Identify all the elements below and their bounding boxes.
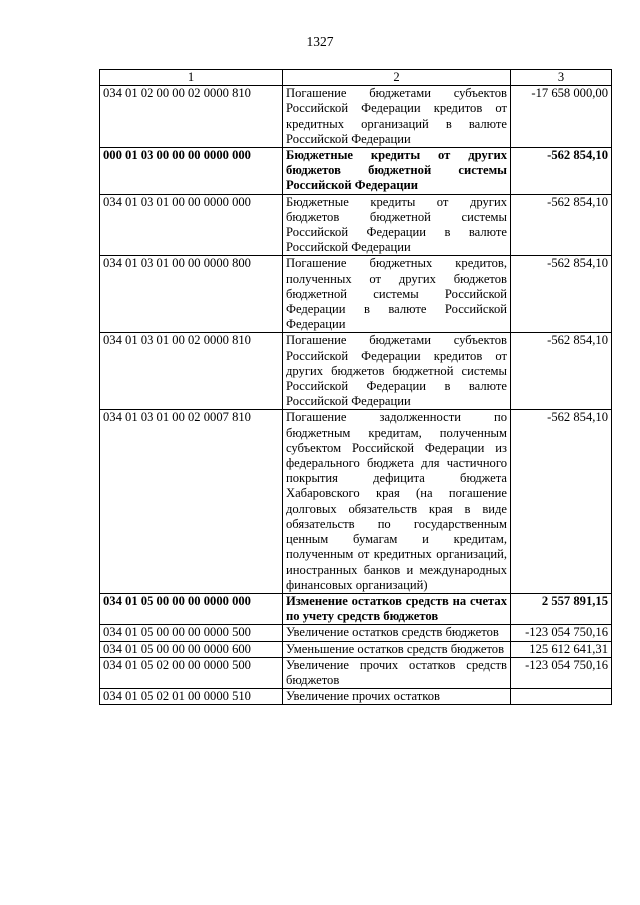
row-amount: -17 658 000,00 (511, 86, 612, 148)
column-header-code: 1 (100, 70, 283, 86)
table-row (100, 410, 612, 593)
row-code: 034 01 03 01 00 02 0000 810 (100, 333, 283, 410)
row-code: 034 01 03 01 00 00 0000 000 (100, 194, 283, 256)
table-row (100, 593, 612, 624)
row-code: 000 01 03 00 00 00 0000 000 (100, 148, 283, 195)
table-row (100, 641, 612, 657)
row-code: 034 01 03 01 00 00 0000 800 (100, 256, 283, 333)
row-description: Бюджетные кредиты от других бюджетов бюджетной системы Российской Федерации (283, 148, 511, 195)
table-row (100, 86, 612, 148)
table-row (100, 689, 612, 705)
row-code: 034 01 03 01 00 02 0007 810 (100, 410, 283, 593)
row-amount: -562 854,10 (511, 256, 612, 333)
row-amount: -562 854,10 (511, 410, 612, 593)
row-amount: 125 612 641,31 (511, 641, 612, 657)
row-description: Уменьшение остатков средств бюджетов (283, 641, 511, 657)
row-description: Погашение бюджетами субъектов Российской Федерации кредитов от других бюджетов бюджетной системы Российской Федерации в валюте Российской Федерации (283, 333, 511, 410)
column-header-description: 2 (283, 70, 511, 86)
table-row (100, 256, 612, 333)
row-description: Увеличение остатков средств бюджетов (283, 625, 511, 641)
row-description: Погашение бюджетами субъектов Российской Федерации кредитов от кредитных организаций в валюте Российской Федерации (283, 86, 511, 148)
row-code: 034 01 05 02 00 00 0000 500 (100, 657, 283, 688)
page-number: 1327 (306, 34, 334, 49)
column-header-amount: 3 (511, 70, 612, 86)
table-row (100, 657, 612, 688)
budget-table (99, 69, 612, 705)
table-row (100, 625, 612, 641)
row-amount: -562 854,10 (511, 148, 612, 195)
row-amount: -123 054 750,16 (511, 625, 612, 641)
row-amount: -562 854,10 (511, 194, 612, 256)
row-amount: -123 054 750,16 (511, 657, 612, 688)
row-description: Увеличение прочих остатков средств бюджетов (283, 657, 511, 688)
row-amount (511, 689, 612, 705)
row-description: Погашение задолженности по бюджетным кредитам, полученным субъектом Российской Федерации из федерального бюджета для частичного покрытия дефицита бюджета Хабаровского края (на погашение долговых обязательств края в виде обязательств по государственным ценным бумагам и кредитам, полученным от кредитных организаций, иностранных банков и международных финансовых организаций) (283, 410, 511, 593)
row-description: Изменение остатков средств на счетах по учету средств бюджетов (283, 593, 511, 624)
row-code: 034 01 05 00 00 00 0000 500 (100, 625, 283, 641)
table-row (100, 148, 612, 195)
row-description: Погашение бюджетных кредитов, полученных от других бюджетов бюджетной системы Российской Федерации в валюте Российской Федерации (283, 256, 511, 333)
table-header-row (100, 70, 612, 86)
row-amount: -562 854,10 (511, 333, 612, 410)
row-amount: 2 557 891,15 (511, 593, 612, 624)
row-description: Увеличение прочих остатков (283, 689, 511, 705)
row-code: 034 01 05 00 00 00 0000 000 (100, 593, 283, 624)
row-description: Бюджетные кредиты от других бюджетов бюджетной системы Российской Федерации в валюте Российской Федерации (283, 194, 511, 256)
table-row (100, 333, 612, 410)
row-code: 034 01 05 00 00 00 0000 600 (100, 641, 283, 657)
row-code: 034 01 02 00 00 02 0000 810 (100, 86, 283, 148)
row-code: 034 01 05 02 01 00 0000 510 (100, 689, 283, 705)
table-row (100, 194, 612, 256)
